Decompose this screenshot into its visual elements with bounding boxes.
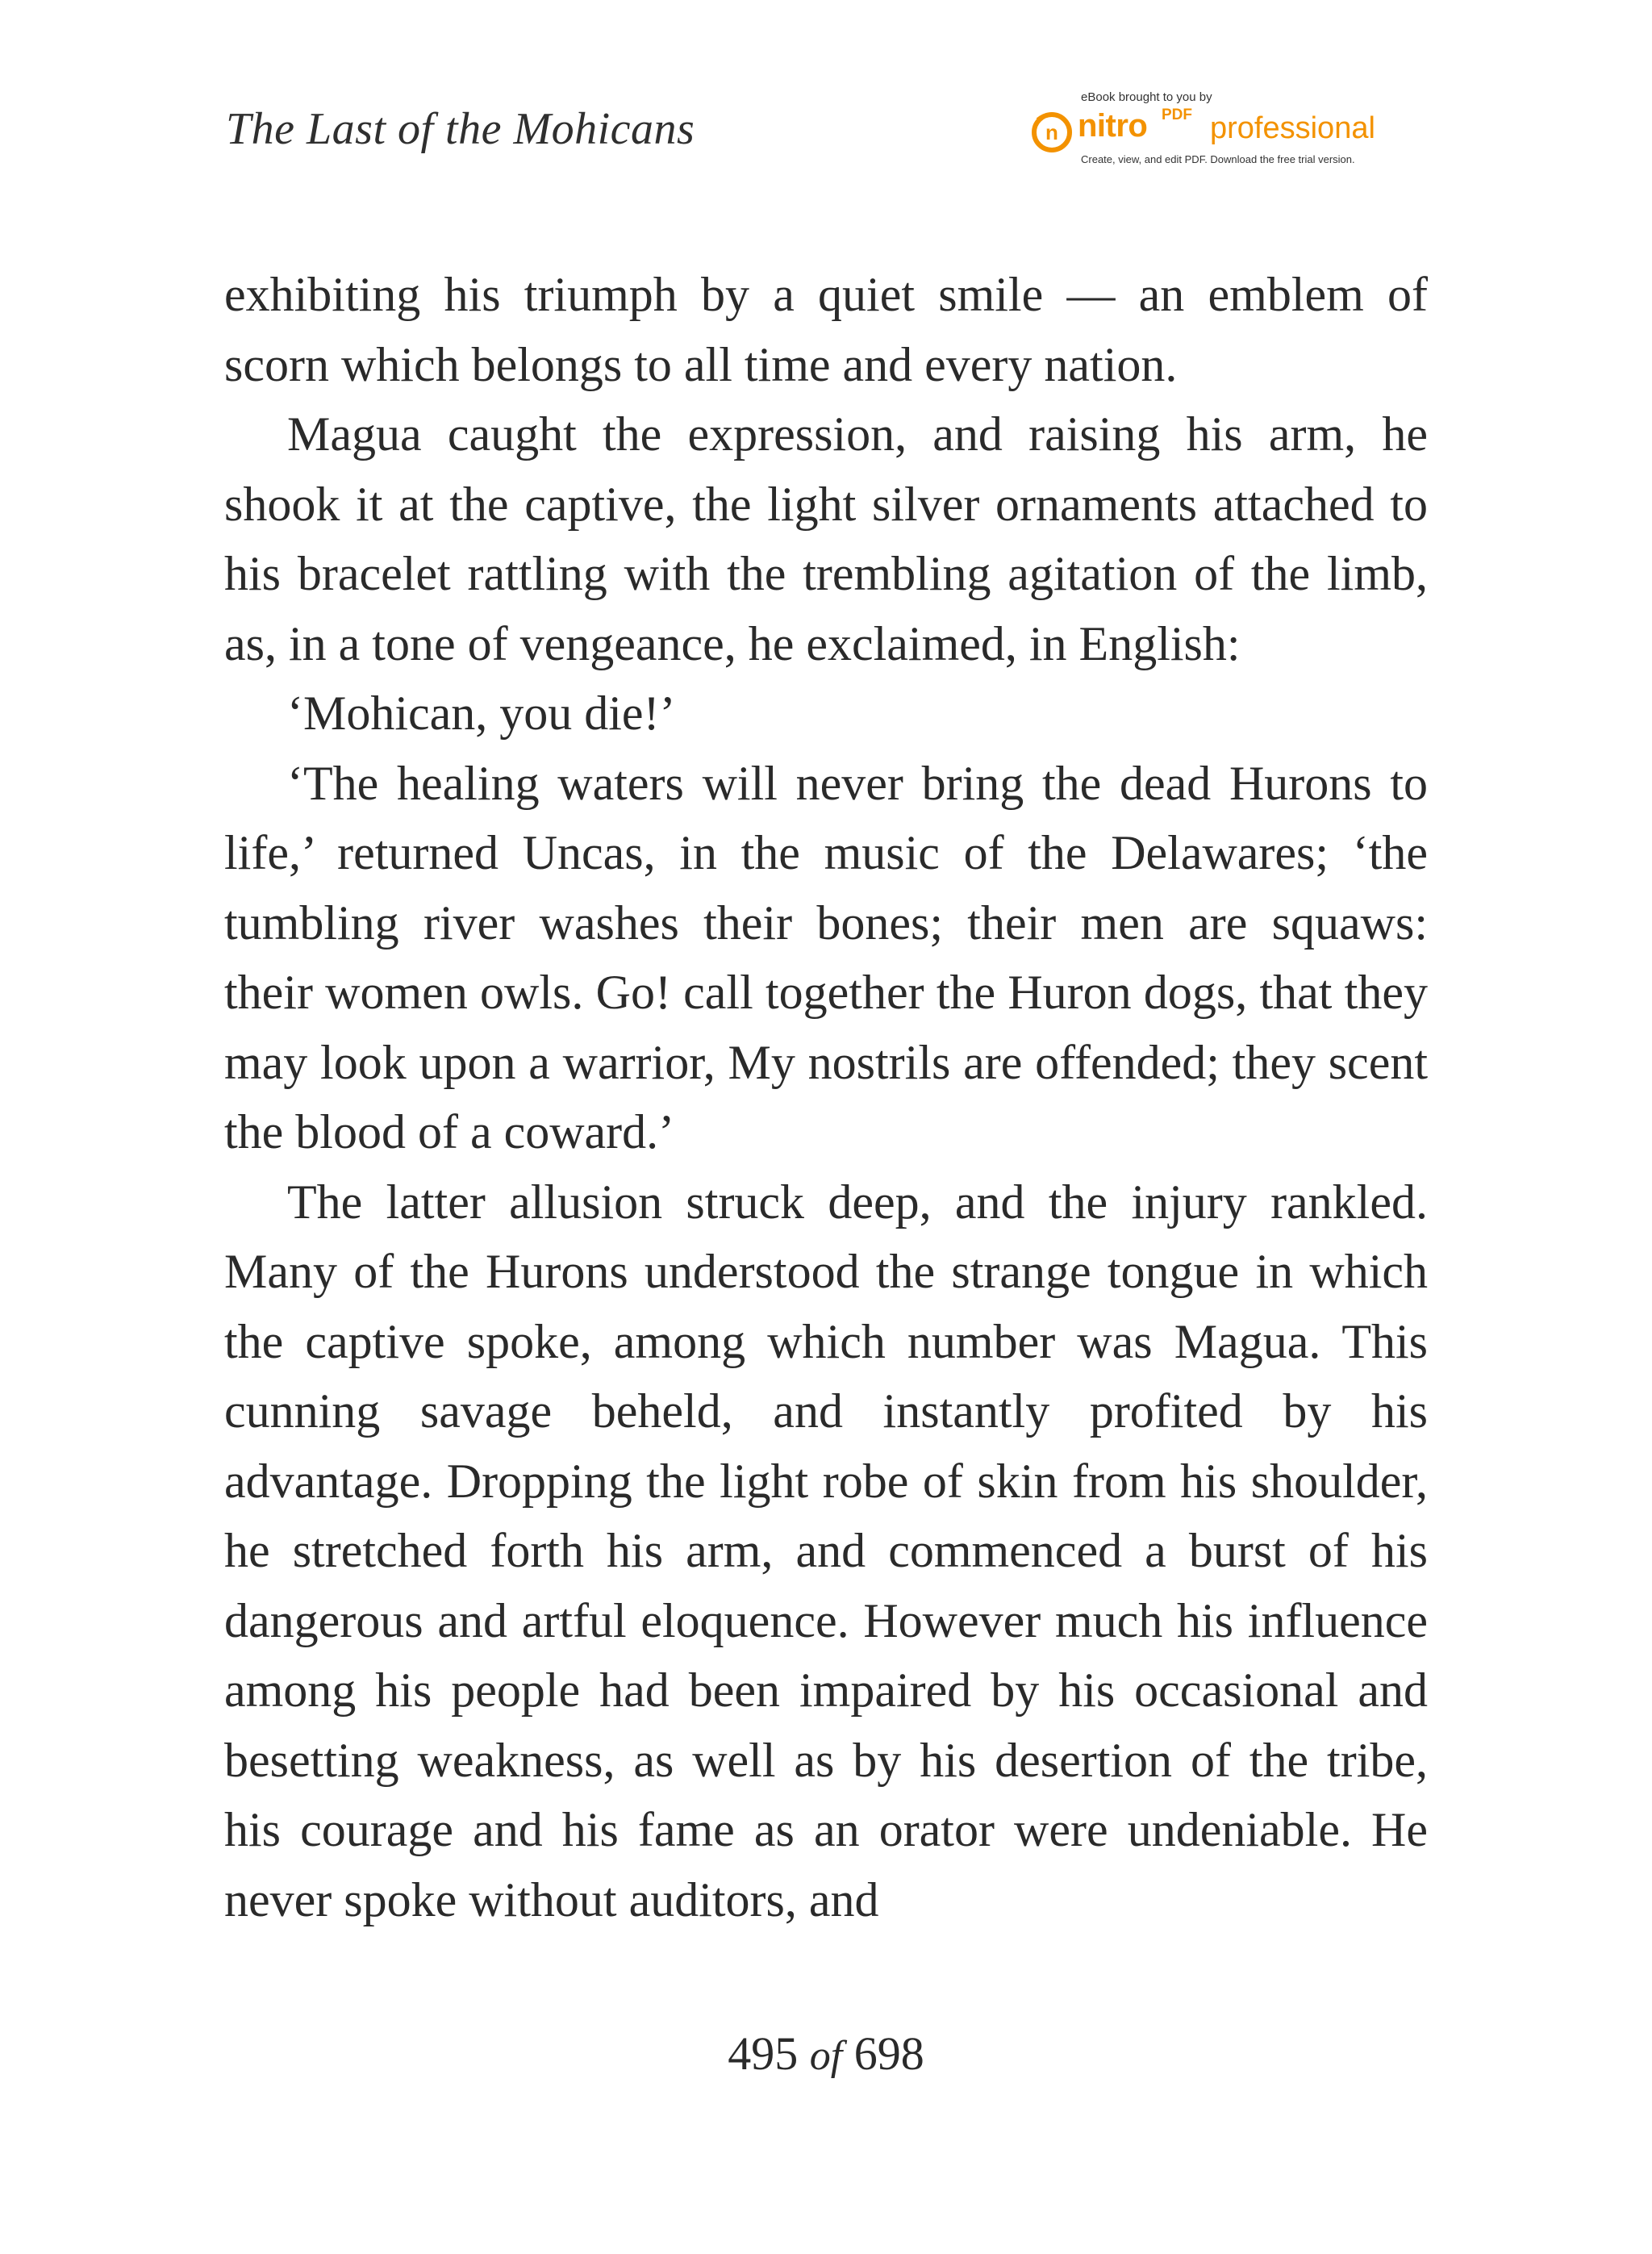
advert-product: professional (1210, 111, 1375, 145)
paragraph: ‘The healing waters will never bring the dead Hurons to life,’ returned Uncas, in the music of the Delawares; ‘the tumbling river washes their bones; their men are squaws: their women owls. Go! call together the Huron dogs, that they may look upon a warrior, My nostrils are offended; they scent the blood of a coward.’ (224, 756, 1428, 1158)
svg-text:n: n (1045, 120, 1058, 144)
current-page: 495 (728, 2027, 799, 2080)
paragraph: Magua caught the expression, and raising his arm, he shook it at the captive, the light silver ornaments attached to his bracelet rattling with the trembling agitation of the limb, as, in a tone of vengeance, he exclaimed, in English: (224, 407, 1428, 670)
running-title: The Last of the Mohicans (226, 104, 695, 154)
advert-brand: nitro (1078, 108, 1148, 144)
page-number (0, 2027, 1652, 2081)
nitro-logo-icon (1031, 111, 1073, 153)
advert-brand-super: PDF (1162, 106, 1192, 123)
nitro-pdf-advert[interactable] (1031, 90, 1410, 171)
page-body (224, 260, 1428, 1935)
advert-subline: Create, view, and edit PDF. Download the free trial version. (1081, 153, 1355, 165)
page-of: of (809, 2033, 843, 2079)
paragraph: The latter allusion struck deep, and the injury rankled. Many of the Hurons understood the strange tongue in which the captive spoke, among which number was Magua. This cunning savage beheld, and instantly profited by his advantage. Dropping the light robe of skin from his shoulder, he stretched forth his arm, and commenced a burst of his dangerous and artful eloquence. However much his influence among his people had been impaired by his occasional and besetting weakness, as well as by his desertion of the tribe, his courage and his fame as an orator were undeniable. He never spoke without auditors, and (224, 1175, 1428, 1926)
paragraph: exhibiting his triumph by a quiet smile — an emblem of scorn which belongs to all time and every nation. (224, 268, 1428, 391)
total-pages: 698 (853, 2027, 924, 2080)
advert-tagline: eBook brought to you by (1081, 90, 1212, 104)
paragraph: ‘Mohican, you die!’ (287, 687, 676, 740)
